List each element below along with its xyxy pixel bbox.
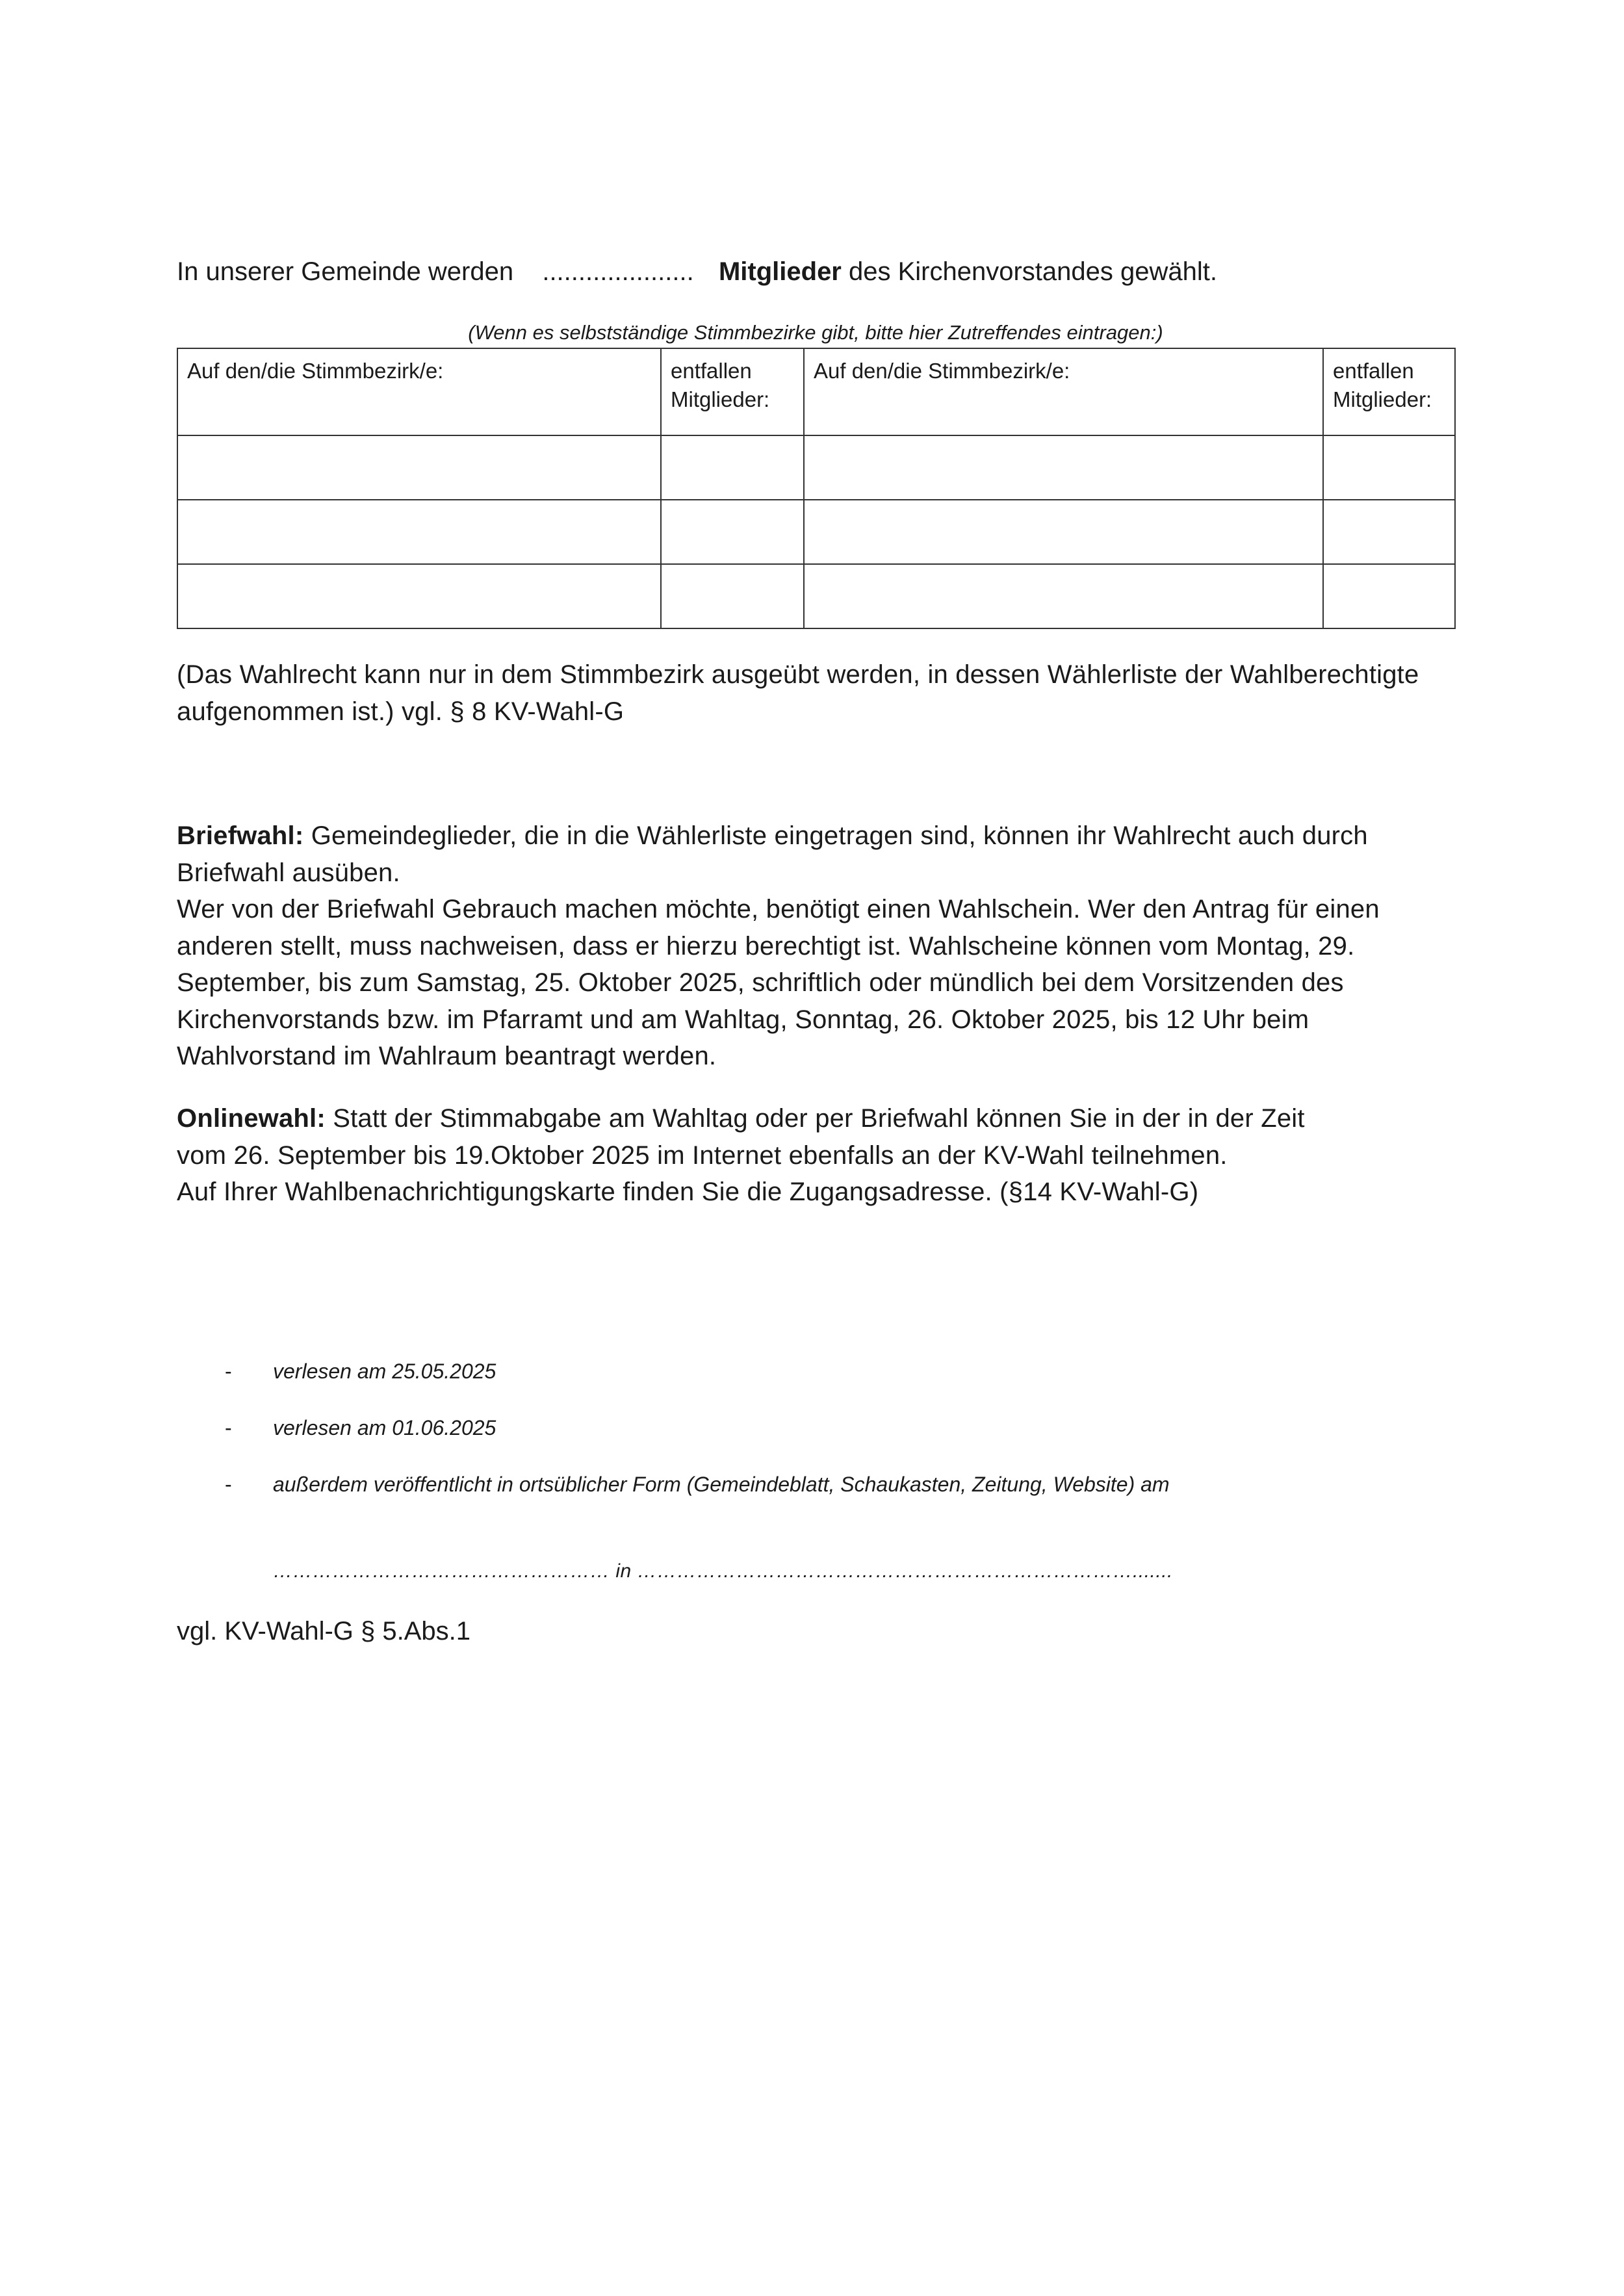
intro-bold: Mitglieder [718,257,842,286]
law-reference: vgl. KV-Wahl-G § 5.Abs.1 [177,1617,471,1645]
table-cell[interactable] [661,564,804,628]
table-note: (Wenn es selbstständige Stimmbezirke gibt, bitte hier Zutreffendes eintragen:) [468,321,1163,344]
table-cell[interactable] [804,564,1323,628]
list-item-text: verlesen am 01.06.2025 [273,1416,496,1439]
date-place-line: …………………………………………… in …………………………………………………………………....... [273,1560,1173,1582]
intro-blank: ..................... [542,257,694,286]
wahlrecht-note: (Das Wahlrecht kann nur in dem Stimmbezirk ausgeübt werden, in dessen Wählerliste der Wahlberechtigte aufgenommen ist.) vgl. § 8 KV-Wahl-G [177,660,1419,726]
briefwahl-label: Briefwahl: [177,821,304,850]
briefwahl-details: Wer von der Briefwahl Gebrauch machen möchte, benötigt einen Wahlschein. Wer den Antrag für einen anderen stellt, muss nachweisen, dass er hierzu berechtigt ist. Wahlscheine können vom Montag, 29. September, bis zum Samstag, 25. Oktober 2025, schriftlich oder mündlich bei dem Vorsitzenden des Kirchenvorstands bzw. im Pfarramt und am Wahltag, Sonntag, 26. Oktober 2025, bis 12 Uhr beim Wahlvorstand im Wahlraum beantragt werden. [177,895,1380,1070]
onlinewahl-line: Auf Ihrer Wahlbenachrichtigungskarte finden Sie die Zugangsadresse. (§14 KV-Wahl-G) [177,1178,1199,1206]
briefwahl-section [177,818,1463,891]
onlinewahl-label: Onlinewahl: [177,1104,326,1133]
list-dash: - [225,1473,232,1496]
table-header-cell: Auf den/die Stimmbezirk/e: [177,348,661,435]
table-cell[interactable] [1323,500,1455,564]
intro-line [177,257,1217,287]
briefwahl-text: Gemeindeglieder, die in die Wählerliste eingetragen sind, können ihr Wahlrecht auch durch Briefwahl ausüben. [177,821,1368,887]
table-row [177,500,1455,564]
list-dash: - [225,1360,232,1383]
table-header-cell: entfallen Mitglieder: [1323,348,1455,435]
intro-suffix: des Kirchenvorstandes gewählt. [849,257,1217,286]
table-row [177,564,1455,628]
onlinewahl-line [177,1100,1463,1137]
table-cell[interactable] [661,435,804,500]
table-header-row [177,348,1455,435]
table-row [177,435,1455,500]
intro-prefix: In unserer Gemeinde werden [177,257,514,286]
onlinewahl-line: vom 26. September bis 19.Oktober 2025 im Internet ebenfalls an der KV-Wahl teilnehmen. [177,1141,1228,1170]
table-cell[interactable] [1323,435,1455,500]
table-header-cell: entfallen Mitglieder: [661,348,804,435]
list-item-text: außerdem veröffentlicht in ortsüblicher Form (Gemeindeblatt, Schaukasten, Zeitung, Website) am [273,1473,1170,1496]
stimmbezirke-table [177,348,1456,629]
onlinewahl-section [177,1100,1463,1211]
table-header-cell: Auf den/die Stimmbezirk/e: [804,348,1323,435]
list-item-text: verlesen am 25.05.2025 [273,1360,496,1383]
table-cell[interactable] [177,500,661,564]
table-cell[interactable] [177,435,661,500]
table-cell[interactable] [1323,564,1455,628]
table-cell[interactable] [804,500,1323,564]
table-cell[interactable] [661,500,804,564]
list-dash: - [225,1416,232,1439]
onlinewahl-text: Statt der Stimmabgabe am Wahltag oder per Briefwahl können Sie in der in der Zeit [333,1104,1305,1133]
table-cell[interactable] [804,435,1323,500]
table-cell[interactable] [177,564,661,628]
